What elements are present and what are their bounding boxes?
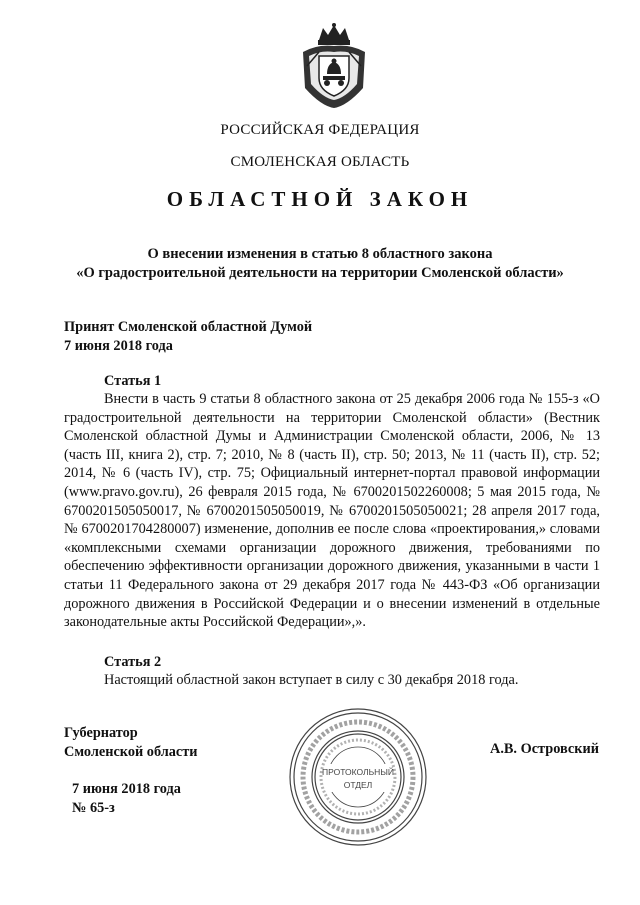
country-heading: РОССИЙСКАЯ ФЕДЕРАЦИЯ [220, 122, 420, 138]
signatory-position-line-1: Губернатор [64, 725, 138, 741]
official-stamp [287, 706, 429, 848]
signatory-name: А.В. Островский [490, 741, 599, 757]
article-1-body [64, 390, 600, 632]
signing-details [72, 780, 181, 818]
law-subject-line-2: «О градостроительной деятельности на территории Смоленской области» [76, 265, 564, 281]
article-2-text: Настоящий областной закон вступает в силу с 30 декабря 2018 года. [104, 672, 519, 688]
coat-of-arms-emblem [297, 22, 371, 110]
document-type-title: ОБЛАСТНОЙ ЗАКОН [166, 187, 474, 211]
adoption-date: 7 июня 2018 года [64, 338, 173, 354]
stamp-center-line-1: ПРОТОКОЛЬНЫЙ [322, 767, 394, 777]
law-number: № 65-з [72, 800, 115, 816]
signing-date: 7 июня 2018 года [72, 781, 181, 797]
stamp-center-line-2: ОТДЕЛ [343, 780, 373, 790]
signatory-position [64, 724, 198, 762]
law-subject [0, 245, 640, 283]
article-2-title: Статья 2 [104, 654, 162, 670]
adoption-note [64, 318, 312, 356]
article-1-text: Внести в часть 9 статьи 8 областного закона от 25 декабря 2006 года № 155-з «О градостроительной деятельности на территории Смоленской области» (Вестник Смоленской областной Думы и Администрации Смоленской области, 2006, № 13 (часть III, книга 2), стр. 7; 2010, № 8 (часть II), стр. 50; 2013, № 11 (часть II), стр. 52; 2014, № 6 (часть IV), стр. 75; Официальный интернет-портал правовой информации (www.pravo.gov.ru), 26 февраля 2015 года, № 6700201502260008; 5 мая 2015 года, № 6700201505050017, № 6700201505050019, № 6700201505050021; 28 апреля 2017 года, № 6700201704280007) изменение, дополнив ее после слова «проектирования,» словами «комплексными схемами организации дорожного движения, требованиями по обеспечению эффективности организации дорожного движения, указанными в части 1 статьи 11 Федерального закона от 29 декабря 2017 года № 443-ФЗ «Об организации дорожного движения в Российской Федерации и о внесении изменений в отдельные законодательные акты Российской Федерации»,». [64, 391, 600, 631]
signatory-position-line-2: Смоленской области [64, 744, 198, 760]
adoption-body: Принят Смоленской областной Думой [64, 319, 313, 335]
region-heading: СМОЛЕНСКАЯ ОБЛАСТЬ [230, 154, 410, 170]
law-subject-line-1: О внесении изменения в статью 8 областного закона [147, 246, 493, 262]
article-1-title: Статья 1 [104, 373, 162, 389]
